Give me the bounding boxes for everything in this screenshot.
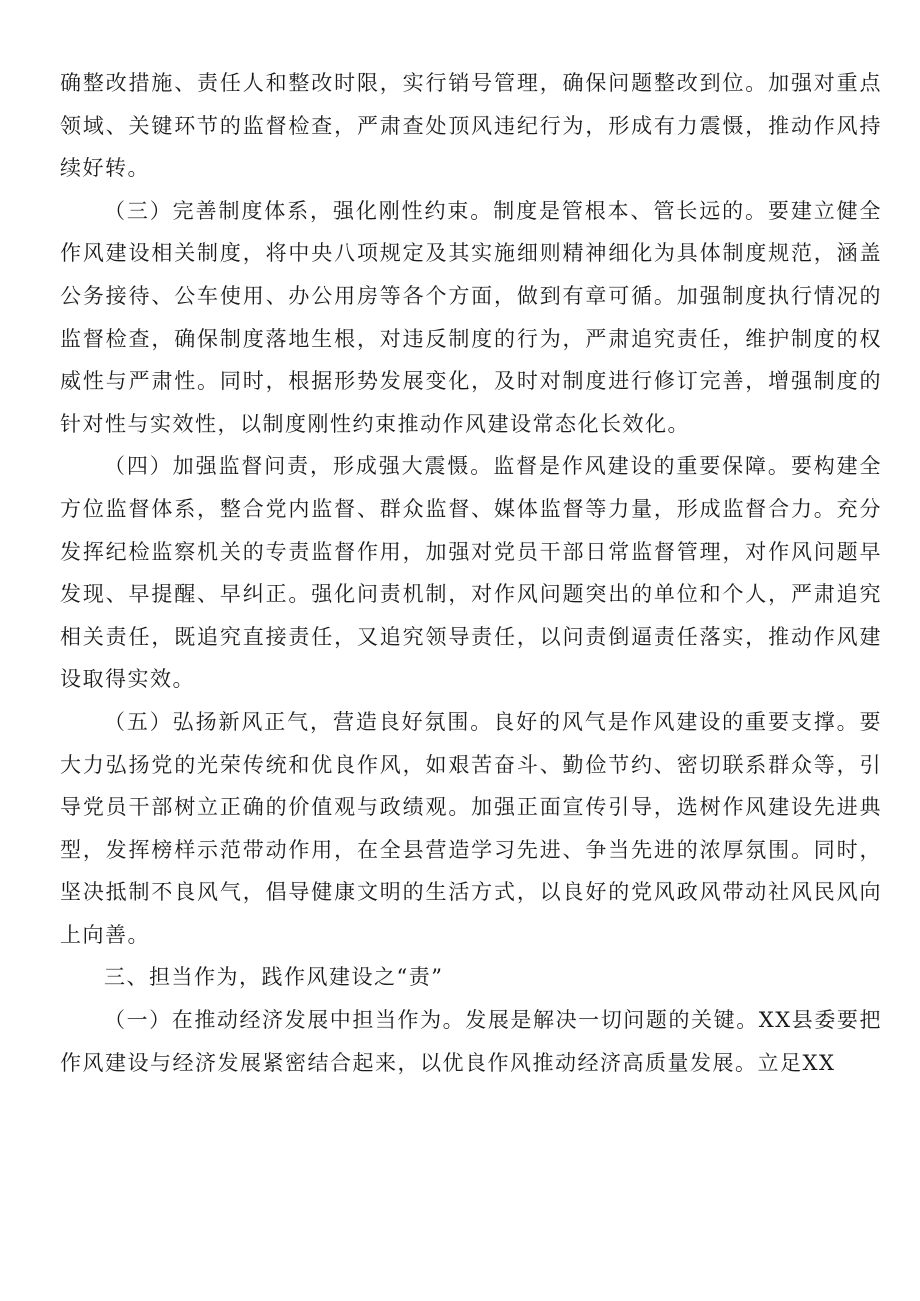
document-body (60, 62, 882, 1084)
paragraph-continuation: 确整改措施、责任人和整改时限，实行销号管理，确保问题整改到位。加强对重点领域、关键环节的监督检查，严肃查处顶风违纪行为，形成有力震慑，推动作风持续好转。 (60, 71, 882, 181)
paragraph-section-5: （五）弘扬新风正气，营造良好氛围。良好的风气是作风建设的重要支撑。要大力弘扬党的光荣传统和优良作风，如艰苦奋斗、勤俭节约、密切联系群众等，引导党员干部树立正确的价值观与政绩观。加强正面宣传引导，选树作风建设先进典型，发挥榜样示范带动作用，在全县营造学习先进、争当先进的浓厚氛围。同时，坚决抵制不良风气，倡导健康文明的生活方式，以良好的党风政风带动社风民风向上向善。 (60, 709, 882, 947)
paragraph-section-3: （三）完善制度体系，强化刚性约束。制度是管根本、管长远的。要建立健全作风建设相关制度，将中央八项规定及其实施细则精神细化为具体制度规范，涵盖公务接待、公车使用、办公用房等各个方面，做到有章可循。加强制度执行情况的监督检查，确保制度落地生根，对违反制度的行为，严肃追究责任，维护制度的权威性与严肃性。同时，根据形势发展变化，及时对制度进行修订完善，增强制度的针对性与实效性，以制度刚性约束推动作风建设常态化长效化。 (60, 198, 882, 436)
paragraph-section-4: （四）加强监督问责，形成强大震慑。监督是作风建设的重要保障。要构建全方位监督体系，整合党内监督、群众监督、媒体监督等力量，形成监督合力。充分发挥纪检监察机关的专责监督作用，加强对党员干部日常监督管理，对作风问题早发现、早提醒、早纠正。强化问责机制，对作风问题突出的单位和个人，严肃追究相关责任，既追究直接责任，又追究领导责任，以问责倒逼责任落实，推动作风建设取得实效。 (60, 454, 882, 692)
section-heading-three: 三、担当作为，践作风建设之“责” (104, 965, 444, 990)
paragraph-subsection-1: （一）在推动经济发展中担当作为。发展是解决一切问题的关键。XX县委要把作风建设与经济发展紧密结合起来，以优良作风推动经济高质量发展。立足XX (60, 1008, 882, 1075)
